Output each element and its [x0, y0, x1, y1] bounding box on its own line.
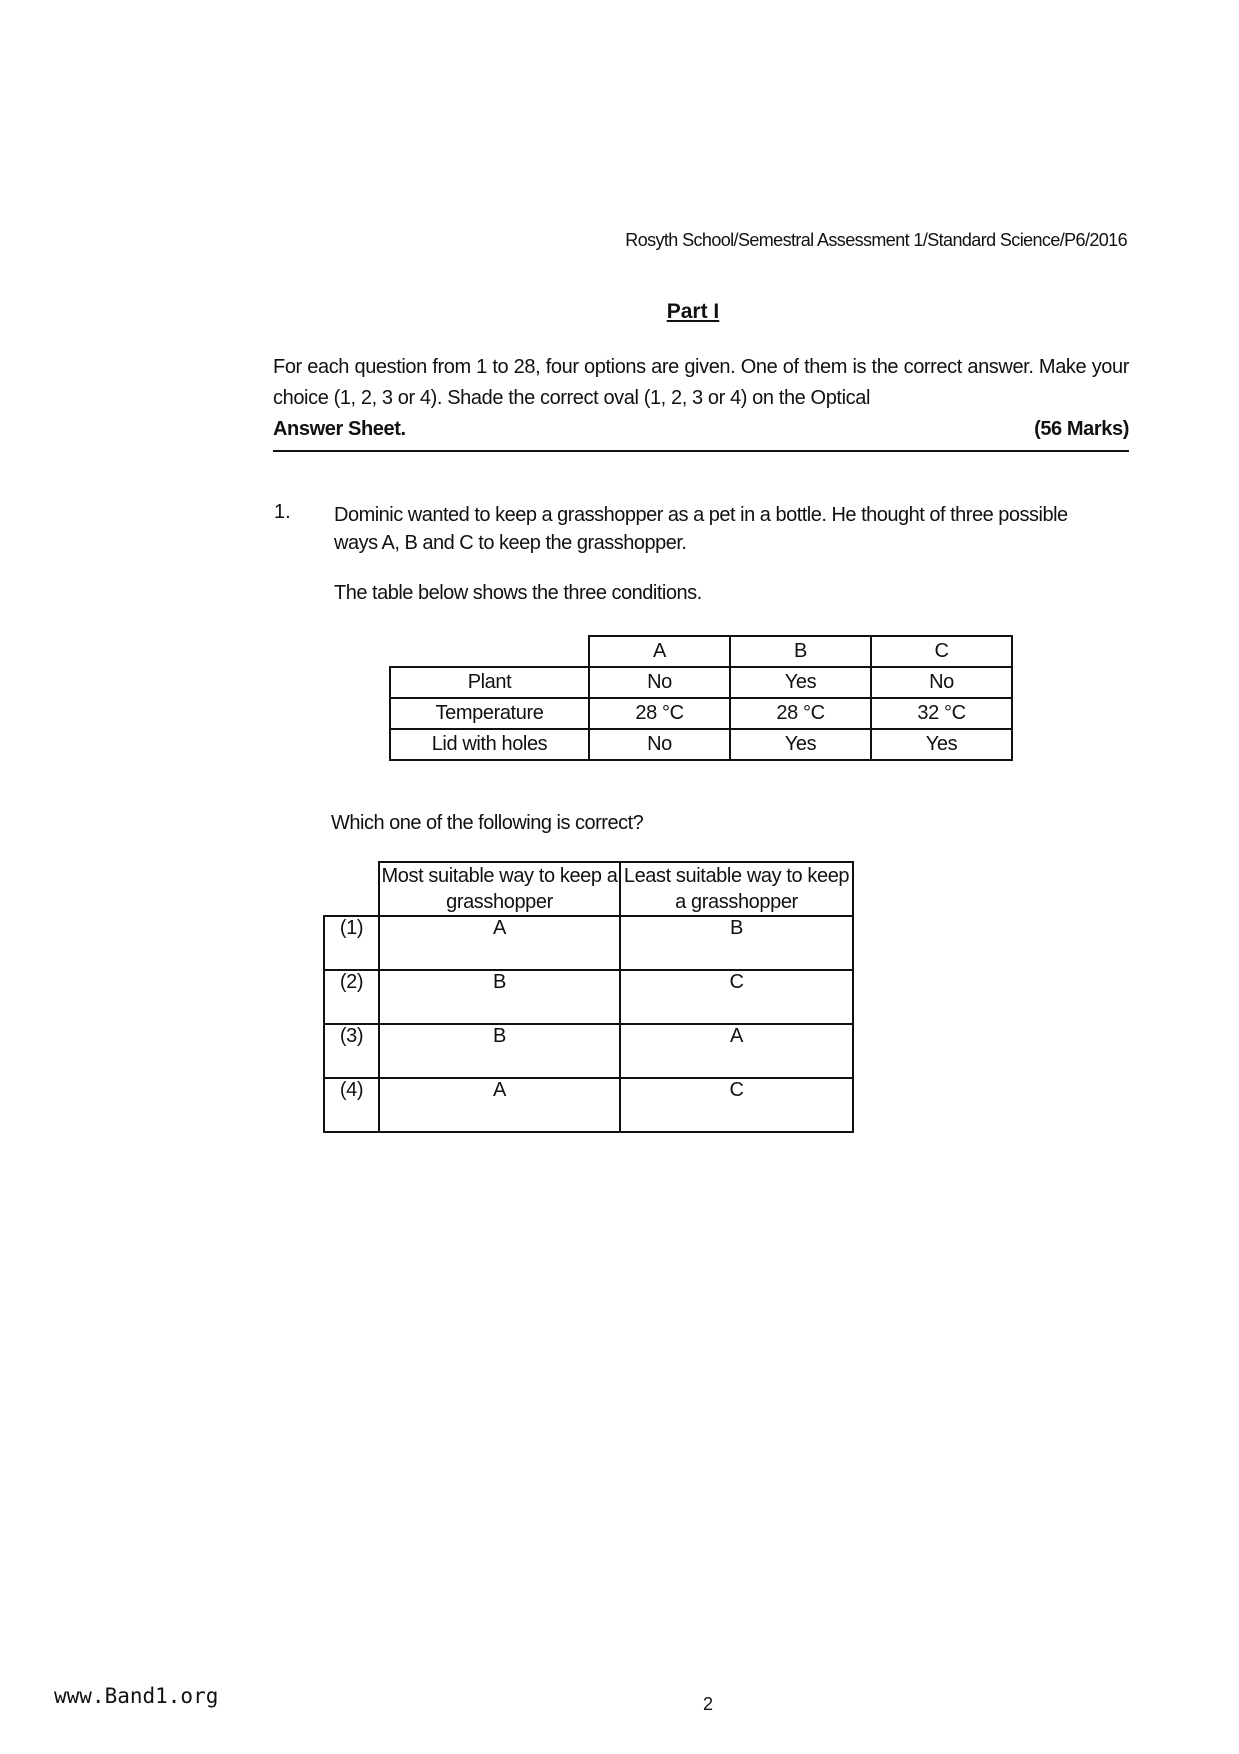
table-intro: The table below shows the three conditions. [334, 582, 702, 604]
page-number: 2 [703, 1694, 714, 1714]
cell: 28 °C [589, 698, 730, 729]
cell: A [379, 1078, 620, 1132]
part-title: Part I [666, 300, 720, 323]
option-row [324, 1024, 853, 1078]
cell: B [620, 916, 853, 970]
table-row [390, 729, 1012, 760]
divider [273, 450, 1129, 452]
header-cell: Most suitable way to keep a grasshopper [379, 862, 620, 916]
cell: 28 °C [730, 698, 871, 729]
option-number: (2) [324, 970, 379, 1024]
cell: C [620, 970, 853, 1024]
instructions-text: For each question from 1 to 28, four options are given. One of them is the correct answer. Make your choice (1, 2, 3 or 4). Shade the correct oval (1, 2, 3 or 4) on the Optical [273, 356, 1129, 409]
cell: C [620, 1078, 853, 1132]
cell: B [379, 1024, 620, 1078]
option-row [324, 916, 853, 970]
row-label: Plant [390, 667, 589, 698]
conditions-table [389, 635, 1013, 761]
table-row [390, 698, 1012, 729]
cell: No [589, 729, 730, 760]
header-cell: Least suitable way to keep a grasshopper [620, 862, 853, 916]
header-cell: A [589, 636, 730, 667]
page-header: Rosyth School/Semestral Assessment 1/Standard Science/P6/2016 [625, 230, 1127, 250]
option-row [324, 1078, 853, 1132]
option-number: (1) [324, 916, 379, 970]
option-number: (4) [324, 1078, 379, 1132]
table-header-row [390, 636, 1012, 667]
options-table [323, 861, 854, 1133]
answer-sheet-label: Answer Sheet. [273, 418, 406, 440]
cell: 32 °C [871, 698, 1012, 729]
table-row [390, 667, 1012, 698]
row-label: Temperature [390, 698, 589, 729]
header-cell: C [871, 636, 1012, 667]
cell: B [379, 970, 620, 1024]
option-number: (3) [324, 1024, 379, 1078]
cell: No [871, 667, 1012, 698]
option-row [324, 970, 853, 1024]
cell: A [379, 916, 620, 970]
cell: Yes [871, 729, 1012, 760]
website-footer: www.Band1.org [54, 1684, 219, 1708]
cell: Yes [730, 667, 871, 698]
cell: Yes [730, 729, 871, 760]
question-prompt: Which one of the following is correct? [331, 812, 644, 834]
marks: (56 Marks) [1034, 418, 1129, 440]
table-header-row [324, 862, 853, 916]
cell: No [589, 667, 730, 698]
question-number: 1. [274, 501, 291, 523]
instructions [273, 352, 1129, 445]
row-label: Lid with holes [390, 729, 589, 760]
header-cell: B [730, 636, 871, 667]
cell: A [620, 1024, 853, 1078]
question-text: Dominic wanted to keep a grasshopper as a pet in a bottle. He thought of three possible ways A, B and C to keep the grasshopper. [334, 504, 1068, 554]
